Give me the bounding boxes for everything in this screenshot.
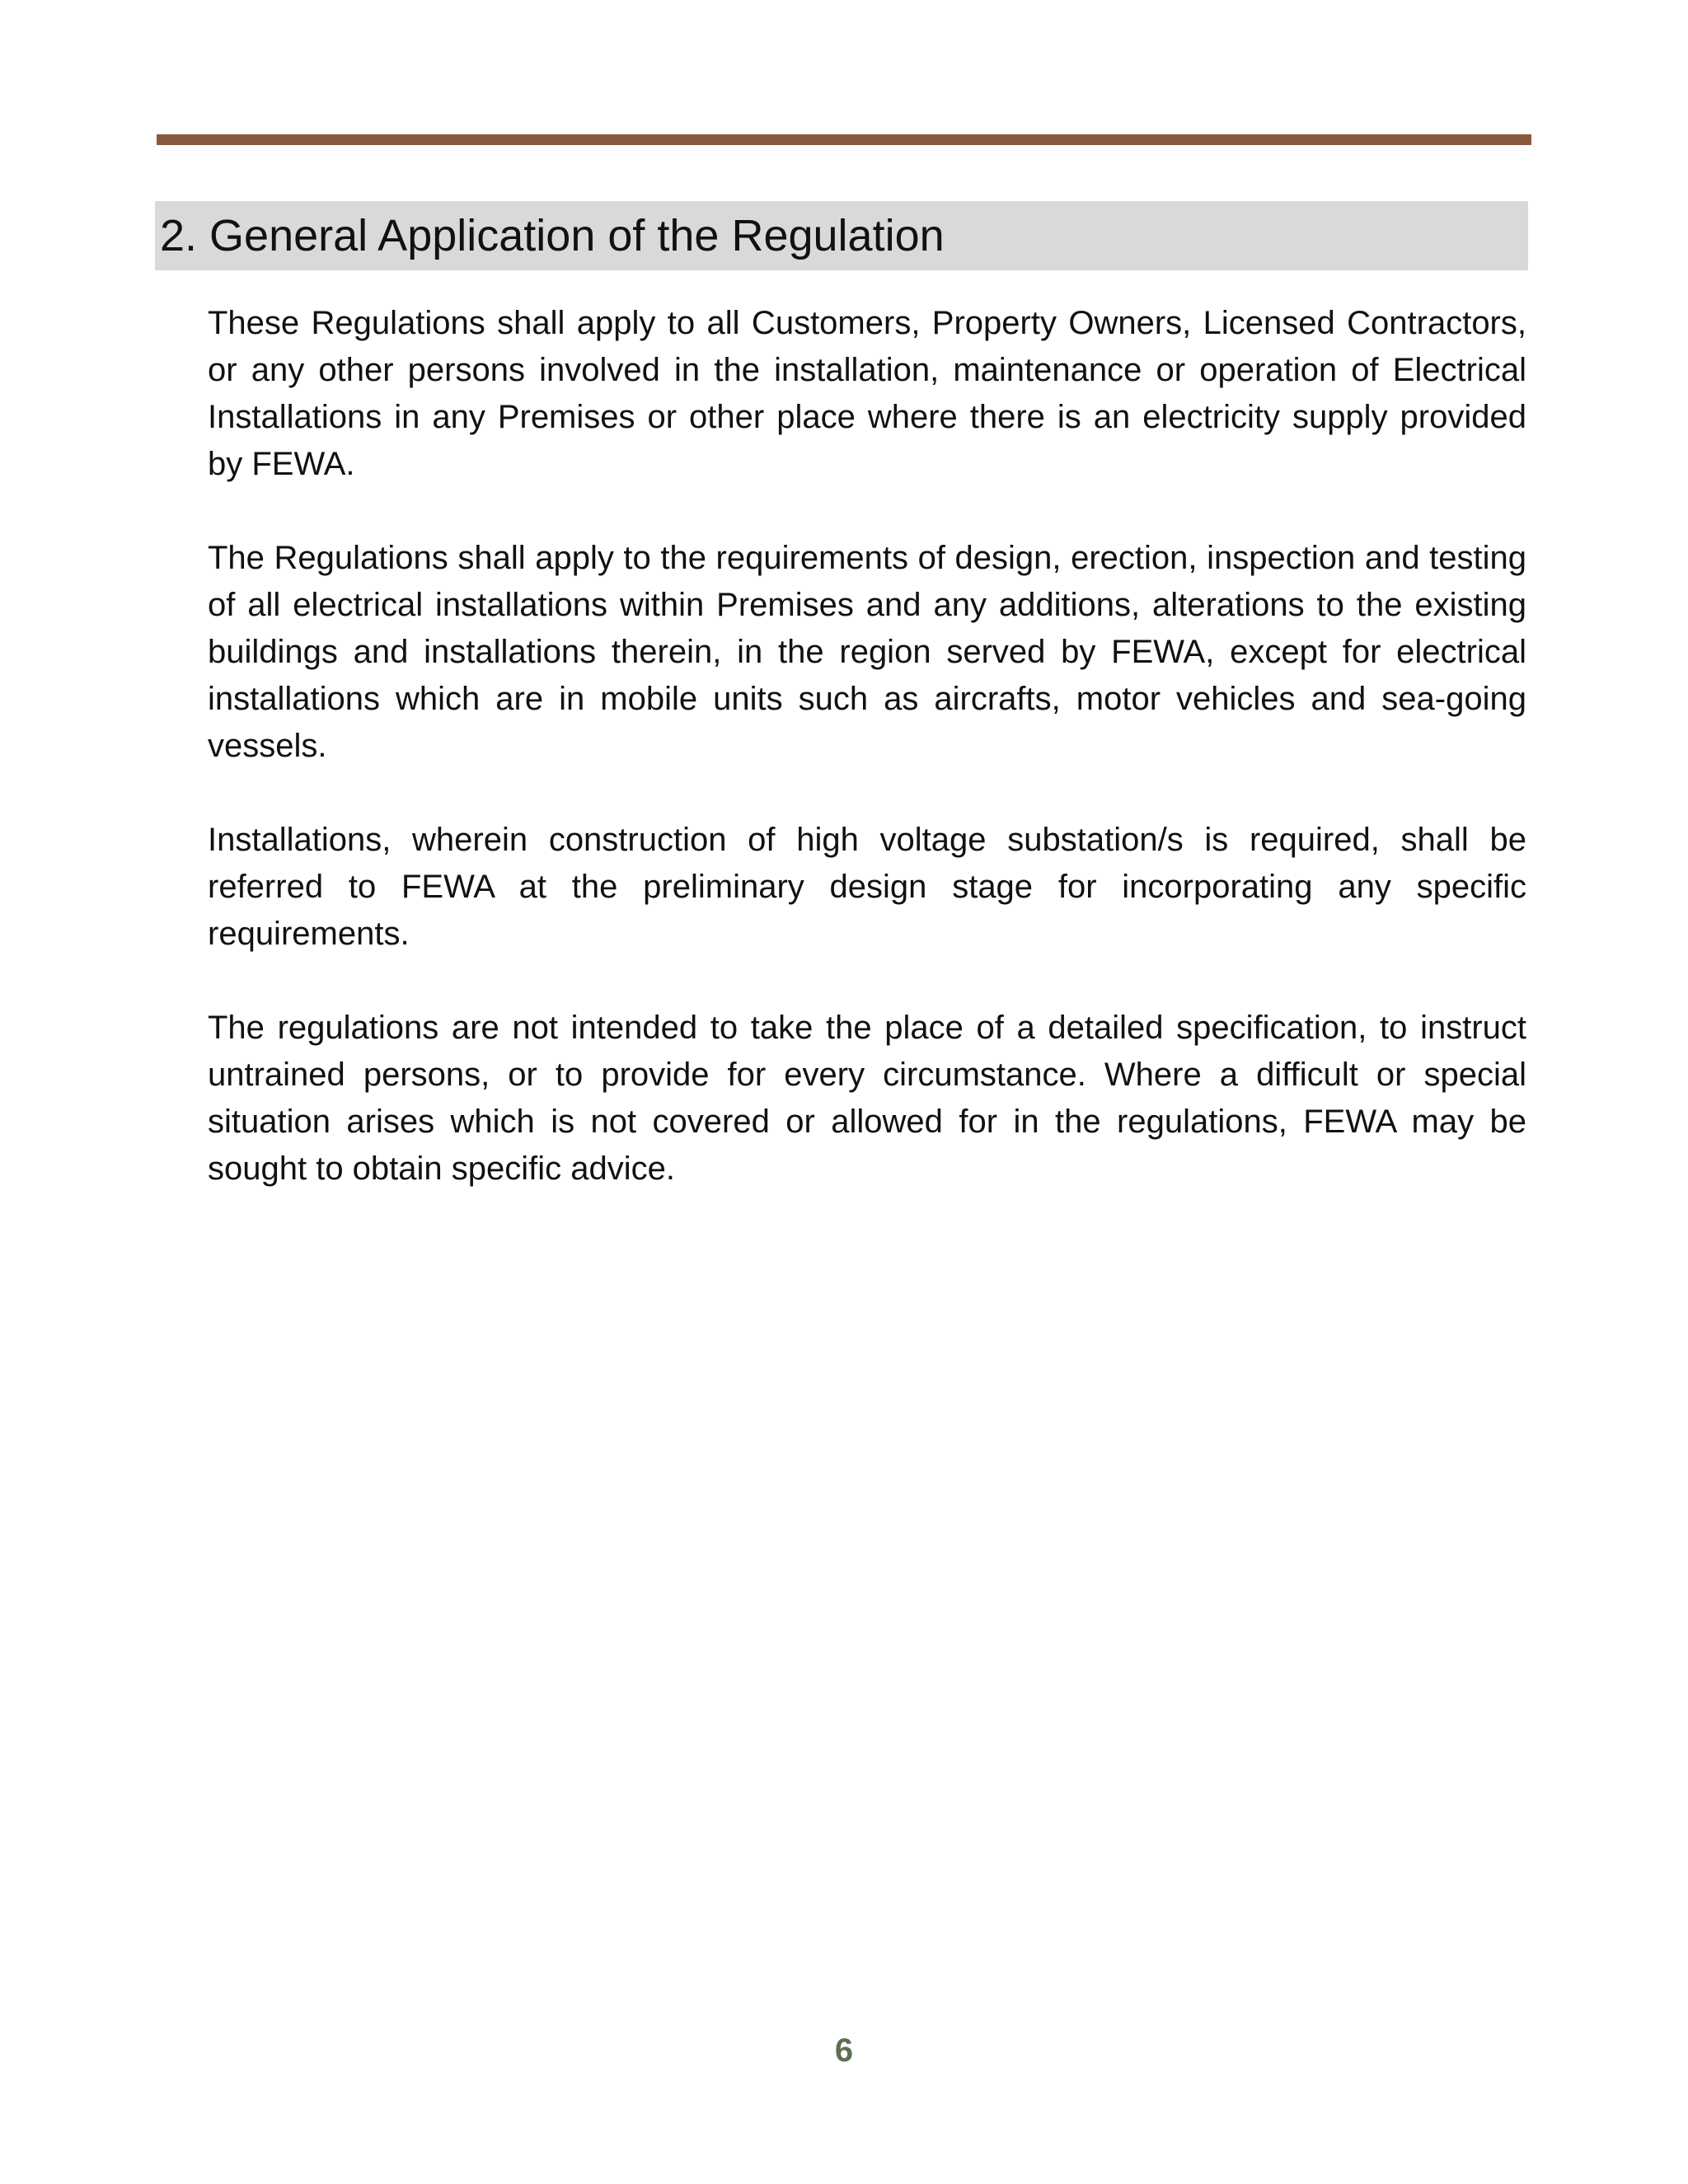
paragraph-high-voltage: Installations, wherein construction of high voltage substation/s is required, shall be referred to FEWA at the preliminary design stage for incorporating any specific requirements. — [208, 822, 1526, 952]
header-rule — [157, 134, 1531, 145]
paragraph-limitations: The regulations are not intended to take the place of a detailed specification, to instruct untrained persons, or to provide for every circumstance. Where a difficult or special situation arises which is not covered or allowed for in the regulations, FEWA may be sought to obtain specific advice. — [208, 1010, 1526, 1187]
page-number: 6 — [834, 2032, 854, 2069]
body-text — [208, 300, 1526, 1240]
section-heading-bar — [155, 201, 1528, 270]
paragraph-requirements: The Regulations shall apply to the requirements of design, erection, inspection and testing of all electrical installations within Premises and any additions, alterations to the existing buildings and installations therein, in the region served by FEWA, except for electrical installations which are in mobile units such as aircrafts, motor vehicles and sea-going vessels. — [208, 540, 1526, 764]
section-heading: 2. General Application of the Regulation — [160, 211, 945, 260]
paragraph-scope: These Regulations shall apply to all Customers, Property Owners, Licensed Contractors, or any other persons involved in the installation, maintenance or operation of Electrical Installations in any Premises or other place where there is an electricity supply provided by FEWA. — [208, 305, 1526, 482]
